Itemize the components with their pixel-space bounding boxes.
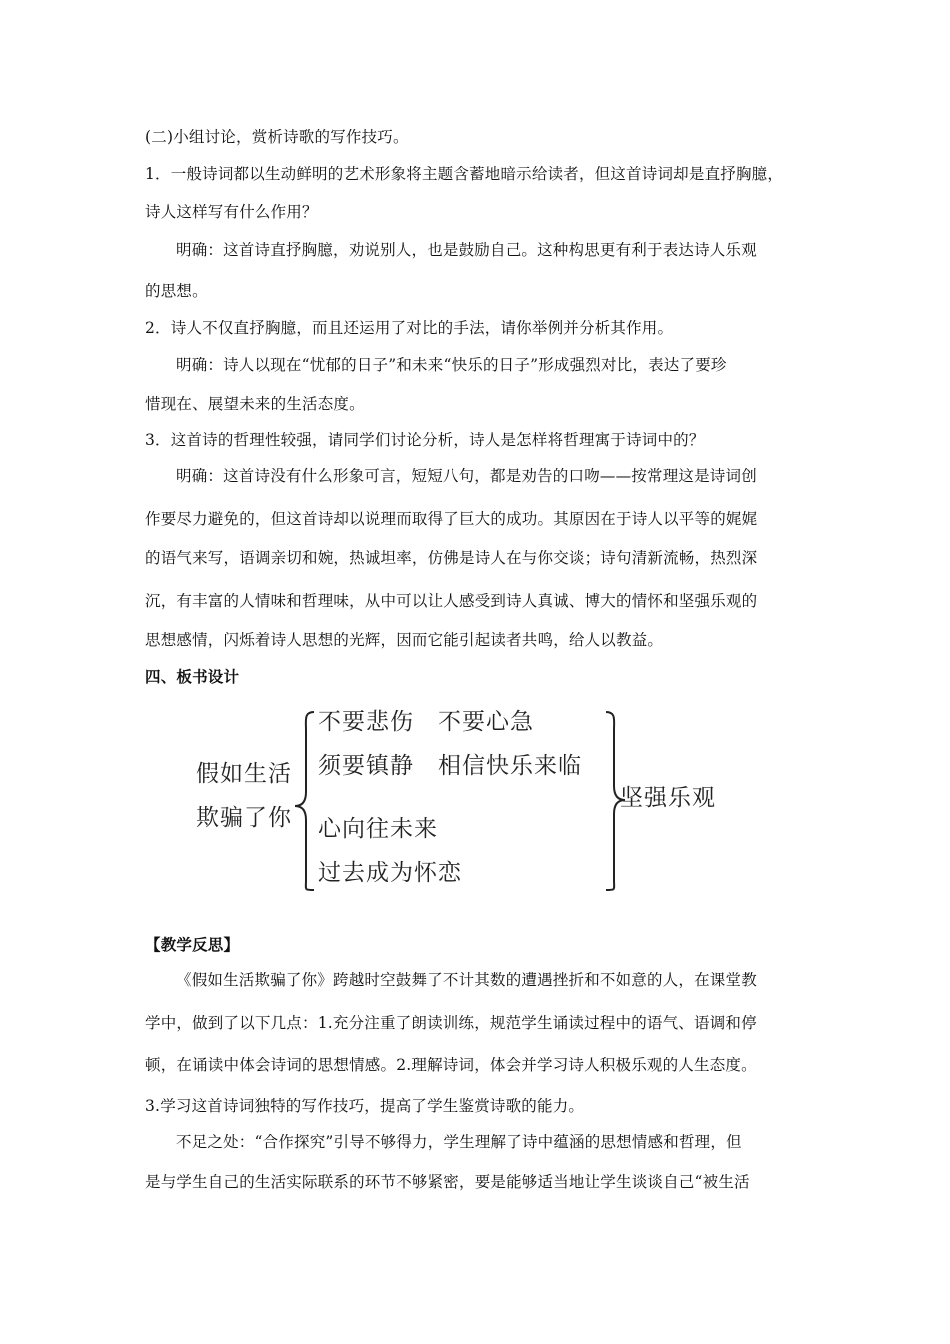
- left-brace-icon: [292, 710, 318, 892]
- board-design-diagram: [180, 700, 760, 900]
- question-2: 2．诗人不仅直抒胸臆，而且还运用了对比的手法，请你举例并分析其作用。: [145, 319, 674, 337]
- answer-1-line-1: 明确：这首诗直抒胸臆，劝说别人，也是鼓励自己。这种构思更有利于表达诗人乐观: [176, 241, 757, 259]
- diagram-title-line-1: 假如生活: [196, 761, 292, 787]
- reflection-p1-line-4: 3.学习这首诗词独特的写作技巧，提高了学生鉴赏诗歌的能力。: [145, 1097, 585, 1115]
- answer-2-line-1: 明确：诗人以现在“忧郁的日子”和未来“快乐的日子”形成强烈对比，表达了要珍: [176, 356, 727, 374]
- answer-3-line-3: 的语气来写，语调亲切和婉，热诚坦率，仿佛是诗人在与你交谈；诗句清新流畅，热烈深: [145, 549, 758, 567]
- answer-1-line-2: 的思想。: [145, 282, 208, 300]
- diagram-item-1: 不要悲伤 不要心急: [318, 709, 534, 735]
- reflection-p1-line-1: 《假如生活欺骗了你》跨越时空鼓舞了不计其数的遭遇挫折和不如意的人，在课堂教: [176, 971, 757, 989]
- reflection-p1-line-3: 顿，在诵读中体会诗词的思想情感。2.理解诗词，体会并学习诗人积极乐观的人生态度。: [145, 1056, 757, 1074]
- answer-2-line-2: 惜现在、展望未来的生活态度。: [145, 395, 365, 413]
- reflection-p2-line-2: 是与学生自己的生活实际联系的环节不够紧密，要是能够适当地让学生谈谈自己“被生活: [145, 1173, 750, 1191]
- reflection-p2-line-1: 不足之处：“合作探究”引导不够得力，学生理解了诗中蕴涵的思想情感和哲理，但: [176, 1133, 742, 1151]
- answer-3-line-1: 明确：这首诗没有什么形象可言，短短八句，都是劝告的口吻——按常理这是诗词创: [176, 467, 757, 485]
- question-1-line-1: 1．一般诗词都以生动鲜明的艺术形象将主题含蓄地暗示给读者，但这首诗词却是直抒胸臆，: [145, 165, 784, 183]
- reflection-heading: 【教学反思】: [145, 935, 240, 954]
- board-design-heading: 四、板书设计: [145, 667, 240, 686]
- diagram-conclusion: 坚强乐观: [620, 785, 716, 811]
- question-3: 3．这首诗的哲理性较强，请同学们讨论分析，诗人是怎样将哲理寓于诗词中的？: [145, 431, 705, 449]
- question-1-line-2: 诗人这样写有什么作用？: [145, 203, 318, 221]
- answer-3-line-4: 沉，有丰富的人情味和哲理味，从中可以让人感受到诗人真诚、博大的情怀和坚强乐观的: [145, 592, 758, 610]
- answer-3-line-5: 思想感情，闪烁着诗人思想的光辉，因而它能引起读者共鸣，给人以教益。: [145, 631, 664, 649]
- diagram-item-2: 须要镇静 相信快乐来临: [318, 753, 582, 779]
- diagram-title-line-2: 欺骗了你: [196, 805, 292, 831]
- answer-3-line-2: 作要尽力避免的，但这首诗却以说理而取得了巨大的成功。其原因在于诗人以平等的娓娓: [145, 510, 758, 528]
- discussion-heading: (二)小组讨论，赏析诗歌的写作技巧。: [145, 128, 409, 146]
- reflection-p1-line-2: 学中，做到了以下几点：1.充分注重了朗读训练，规范学生诵读过程中的语气、语调和停: [145, 1014, 757, 1032]
- diagram-item-3: 心向往未来: [318, 816, 438, 842]
- diagram-item-4: 过去成为怀恋: [318, 860, 462, 886]
